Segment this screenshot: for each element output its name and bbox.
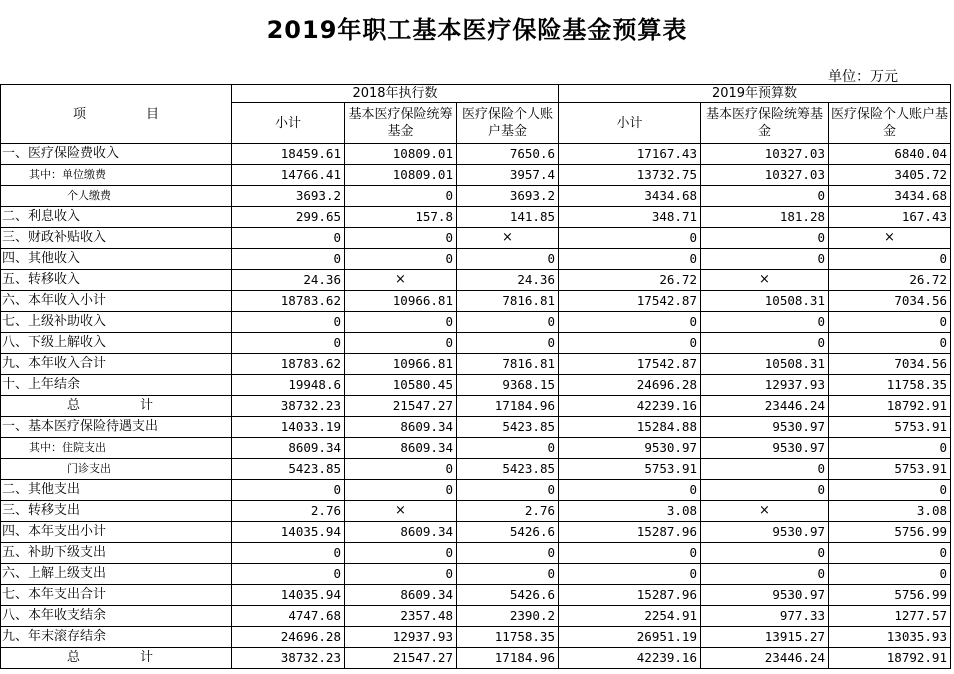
table-row — [1, 543, 951, 564]
table-cell: 0 — [829, 438, 951, 459]
table-cell: 2.76 — [457, 501, 559, 522]
table-cell: × — [701, 501, 829, 522]
table-cell: 17184.96 — [457, 396, 559, 417]
table-cell: 7816.81 — [457, 291, 559, 312]
table-cell: 7650.6 — [457, 144, 559, 165]
table-cell: 0 — [559, 312, 701, 333]
table-cell: 0 — [829, 543, 951, 564]
table-cell: 17167.43 — [559, 144, 701, 165]
row-label: 总 计 — [1, 396, 232, 417]
table-cell: 10966.81 — [345, 291, 457, 312]
table-cell: 0 — [345, 312, 457, 333]
table-cell: 0 — [457, 249, 559, 270]
table-row — [1, 396, 951, 417]
table-cell: 38732.23 — [232, 648, 345, 669]
table-cell: 0 — [829, 333, 951, 354]
table-cell: 24696.28 — [559, 375, 701, 396]
header-col: 小计 — [559, 103, 701, 144]
table-cell: 5756.99 — [829, 522, 951, 543]
table-cell: 24696.28 — [232, 627, 345, 648]
table-row — [1, 312, 951, 333]
row-label: 四、本年支出小计 — [1, 522, 232, 543]
row-label: 二、利息收入 — [1, 207, 232, 228]
table-cell: 11758.35 — [829, 375, 951, 396]
table-cell: 5426.6 — [457, 522, 559, 543]
table-row — [1, 438, 951, 459]
row-label: 五、补助下级支出 — [1, 543, 232, 564]
table-cell: 141.85 — [457, 207, 559, 228]
table-cell: 14766.41 — [232, 165, 345, 186]
table-cell: 0 — [345, 333, 457, 354]
table-cell: 24.36 — [457, 270, 559, 291]
table-cell: 10508.31 — [701, 354, 829, 375]
table-cell: 11758.35 — [457, 627, 559, 648]
table-cell: 0 — [559, 228, 701, 249]
table-row — [1, 606, 951, 627]
table-row — [1, 186, 951, 207]
table-cell: × — [457, 228, 559, 249]
table-cell: 3693.2 — [232, 186, 345, 207]
row-label: 十、上年结余 — [1, 375, 232, 396]
table-cell: 977.33 — [701, 606, 829, 627]
table-cell: 13035.93 — [829, 627, 951, 648]
header-col: 基本医疗保险统筹基金 — [701, 103, 829, 144]
table-cell: 3434.68 — [829, 186, 951, 207]
row-label: 总 计 — [1, 648, 232, 669]
table-cell: 18783.62 — [232, 354, 345, 375]
table-cell: 8609.34 — [345, 438, 457, 459]
table-cell: 17542.87 — [559, 291, 701, 312]
table-cell: × — [345, 501, 457, 522]
table-cell: 0 — [345, 480, 457, 501]
table-row — [1, 648, 951, 669]
table-cell: 0 — [457, 312, 559, 333]
table-cell: 21547.27 — [345, 648, 457, 669]
table-cell: 3405.72 — [829, 165, 951, 186]
table-cell: 13915.27 — [701, 627, 829, 648]
table-cell: 0 — [345, 228, 457, 249]
table-cell: 0 — [232, 333, 345, 354]
table-cell: 8609.34 — [345, 585, 457, 606]
table-cell: 12937.93 — [345, 627, 457, 648]
table-cell: 3693.2 — [457, 186, 559, 207]
table-cell: 18792.91 — [829, 396, 951, 417]
table-cell: 0 — [457, 480, 559, 501]
table-cell: 14035.94 — [232, 585, 345, 606]
table-cell: × — [701, 270, 829, 291]
table-cell: 9530.97 — [559, 438, 701, 459]
table-cell: 0 — [345, 543, 457, 564]
table-cell: 9530.97 — [701, 585, 829, 606]
table-row — [1, 459, 951, 480]
table-cell: 0 — [701, 459, 829, 480]
row-label: 九、年末滚存结余 — [1, 627, 232, 648]
unit-label: 单位：万元 — [828, 69, 898, 85]
row-label: 四、其他收入 — [1, 249, 232, 270]
table-row — [1, 207, 951, 228]
row-label: 八、下级上解收入 — [1, 333, 232, 354]
table-cell: 5426.6 — [457, 585, 559, 606]
table-cell: 0 — [829, 564, 951, 585]
table-cell: 9368.15 — [457, 375, 559, 396]
table-cell: 2357.48 — [345, 606, 457, 627]
table-cell: 10809.01 — [345, 165, 457, 186]
table-cell: × — [829, 228, 951, 249]
table-cell: 0 — [345, 186, 457, 207]
table-row — [1, 375, 951, 396]
table-cell: 0 — [457, 438, 559, 459]
row-label: 门诊支出 — [1, 459, 232, 480]
table-cell: × — [345, 270, 457, 291]
table-cell: 21547.27 — [345, 396, 457, 417]
table-cell: 18459.61 — [232, 144, 345, 165]
row-label: 三、转移支出 — [1, 501, 232, 522]
table-cell: 157.8 — [345, 207, 457, 228]
header-col: 基本医疗保险统筹基金 — [345, 103, 457, 144]
table-cell: 0 — [701, 564, 829, 585]
header-col: 医疗保险个人账户基金 — [457, 103, 559, 144]
header-project: 项 目 — [1, 85, 232, 144]
table-cell: 0 — [232, 249, 345, 270]
table-cell: 18792.91 — [829, 648, 951, 669]
table-row — [1, 354, 951, 375]
header-col: 医疗保险个人账户基金 — [829, 103, 951, 144]
table-cell: 26951.19 — [559, 627, 701, 648]
table-row — [1, 165, 951, 186]
table-cell: 8609.34 — [345, 417, 457, 438]
table-cell: 0 — [559, 564, 701, 585]
table-cell: 0 — [559, 543, 701, 564]
table-cell: 0 — [457, 333, 559, 354]
table-cell: 4747.68 — [232, 606, 345, 627]
row-label: 个人缴费 — [1, 186, 232, 207]
table-cell: 7034.56 — [829, 291, 951, 312]
table-row — [1, 417, 951, 438]
row-label: 其中：住院支出 — [1, 438, 232, 459]
table-cell: 3957.4 — [457, 165, 559, 186]
table-cell: 0 — [559, 480, 701, 501]
page-title: 2019年职工基本医疗保险基金预算表 — [266, 16, 688, 44]
row-label: 六、上解上级支出 — [1, 564, 232, 585]
row-label: 六、本年收入小计 — [1, 291, 232, 312]
table-cell: 0 — [457, 543, 559, 564]
table-row — [1, 522, 951, 543]
table-cell: 0 — [701, 249, 829, 270]
table-cell: 0 — [701, 480, 829, 501]
table-cell: 26.72 — [559, 270, 701, 291]
table-cell: 10508.31 — [701, 291, 829, 312]
table-row — [1, 144, 951, 165]
table-cell: 0 — [559, 333, 701, 354]
table-cell: 9530.97 — [701, 522, 829, 543]
table-cell: 10809.01 — [345, 144, 457, 165]
table-cell: 14035.94 — [232, 522, 345, 543]
table-cell: 2.76 — [232, 501, 345, 522]
table-row — [1, 480, 951, 501]
table-cell: 17542.87 — [559, 354, 701, 375]
table-cell: 38732.23 — [232, 396, 345, 417]
table-row — [1, 249, 951, 270]
table-cell: 5756.99 — [829, 585, 951, 606]
table-cell: 3.08 — [829, 501, 951, 522]
table-cell: 0 — [701, 333, 829, 354]
table-cell: 7816.81 — [457, 354, 559, 375]
table-row — [1, 564, 951, 585]
table-cell: 0 — [829, 249, 951, 270]
table-cell: 0 — [701, 228, 829, 249]
row-label: 五、转移收入 — [1, 270, 232, 291]
table-cell: 0 — [701, 543, 829, 564]
row-label: 七、本年支出合计 — [1, 585, 232, 606]
table-cell: 0 — [232, 564, 345, 585]
table-cell: 24.36 — [232, 270, 345, 291]
table-cell: 10966.81 — [345, 354, 457, 375]
table-cell: 0 — [232, 543, 345, 564]
table-cell: 0 — [701, 312, 829, 333]
table-cell: 348.71 — [559, 207, 701, 228]
table-cell: 0 — [345, 249, 457, 270]
table-cell: 0 — [457, 564, 559, 585]
table-cell: 14033.19 — [232, 417, 345, 438]
table-cell: 23446.24 — [701, 648, 829, 669]
row-label: 八、本年收支结余 — [1, 606, 232, 627]
table-cell: 9530.97 — [701, 438, 829, 459]
table-cell: 15287.96 — [559, 522, 701, 543]
table-row — [1, 291, 951, 312]
table-row — [1, 228, 951, 249]
table-cell: 6840.04 — [829, 144, 951, 165]
table-cell: 9530.97 — [701, 417, 829, 438]
header-col: 小计 — [232, 103, 345, 144]
table-row — [1, 270, 951, 291]
row-label: 九、本年收入合计 — [1, 354, 232, 375]
header-group-2018: 2018年执行数 — [232, 85, 559, 103]
row-label: 一、医疗保险费收入 — [1, 144, 232, 165]
row-label: 三、财政补贴收入 — [1, 228, 232, 249]
table-cell: 3.08 — [559, 501, 701, 522]
table-cell: 19948.6 — [232, 375, 345, 396]
row-label: 二、其他支出 — [1, 480, 232, 501]
table-cell: 13732.75 — [559, 165, 701, 186]
table-cell: 10327.03 — [701, 144, 829, 165]
row-label: 其中：单位缴费 — [1, 165, 232, 186]
table-cell: 42239.16 — [559, 648, 701, 669]
row-label: 一、基本医疗保险待遇支出 — [1, 417, 232, 438]
table-cell: 12937.93 — [701, 375, 829, 396]
table-cell: 5753.91 — [829, 459, 951, 480]
table-cell: 5423.85 — [232, 459, 345, 480]
table-cell: 5753.91 — [559, 459, 701, 480]
row-label: 七、上级补助收入 — [1, 312, 232, 333]
table-cell: 3434.68 — [559, 186, 701, 207]
table-row — [1, 333, 951, 354]
table-cell: 8609.34 — [345, 522, 457, 543]
table-cell: 0 — [232, 480, 345, 501]
table-cell: 0 — [829, 312, 951, 333]
table-cell: 2390.2 — [457, 606, 559, 627]
table-cell: 7034.56 — [829, 354, 951, 375]
table-row — [1, 501, 951, 522]
table-cell: 5423.85 — [457, 459, 559, 480]
table-row — [1, 585, 951, 606]
budget-table — [0, 84, 951, 669]
table-cell: 26.72 — [829, 270, 951, 291]
table-cell: 0 — [559, 249, 701, 270]
table-cell: 299.65 — [232, 207, 345, 228]
table-cell: 1277.57 — [829, 606, 951, 627]
table-cell: 18783.62 — [232, 291, 345, 312]
table-cell: 0 — [701, 186, 829, 207]
table-row — [1, 627, 951, 648]
table-cell: 23446.24 — [701, 396, 829, 417]
table-cell: 10580.45 — [345, 375, 457, 396]
table-cell: 5423.85 — [457, 417, 559, 438]
table-cell: 42239.16 — [559, 396, 701, 417]
table-cell: 0 — [829, 480, 951, 501]
table-cell: 17184.96 — [457, 648, 559, 669]
table-cell: 0 — [345, 564, 457, 585]
table-cell: 15287.96 — [559, 585, 701, 606]
header-group-2019: 2019年预算数 — [559, 85, 951, 103]
table-cell: 167.43 — [829, 207, 951, 228]
table-cell: 5753.91 — [829, 417, 951, 438]
table-cell: 181.28 — [701, 207, 829, 228]
table-cell: 8609.34 — [232, 438, 345, 459]
table-cell: 0 — [232, 228, 345, 249]
table-cell: 0 — [345, 459, 457, 480]
table-cell: 0 — [232, 312, 345, 333]
table-cell: 15284.88 — [559, 417, 701, 438]
table-cell: 2254.91 — [559, 606, 701, 627]
table-cell: 10327.03 — [701, 165, 829, 186]
